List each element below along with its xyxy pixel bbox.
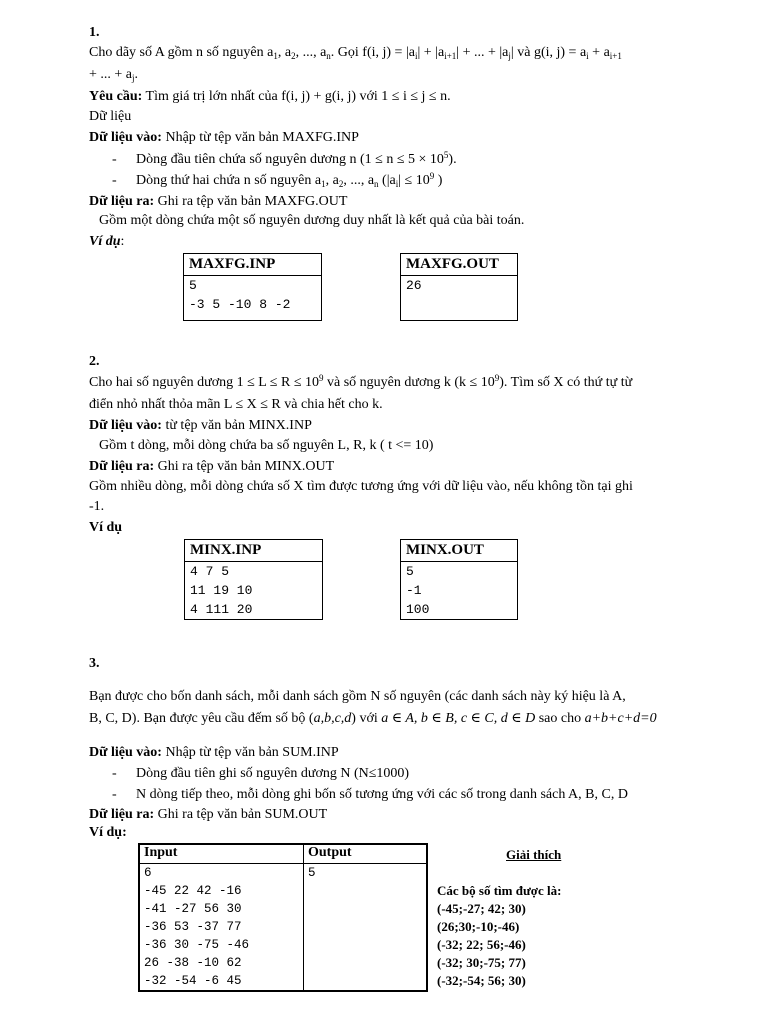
table-cell: 4 7 5 — [190, 564, 230, 579]
table-row — [140, 954, 426, 972]
problem-1-data-heading: Dữ liệu — [89, 109, 132, 124]
table-row — [140, 864, 426, 883]
table-row — [140, 936, 426, 954]
output-cell — [304, 882, 427, 900]
problem-3-statement-cont: B, C, D). Bạn được yêu cầu đếm số bộ (a,b,c,d) với a ∈ A, b ∈ B, c ∈ C, d ∈ D sao cho a+b+c+d=0 — [89, 711, 657, 726]
table-cell: 11 19 10 — [190, 583, 253, 598]
problem-2-statement-cont: điển nhỏ nhất thỏa mãn L ≤ X ≤ R và chia hết cho k. — [89, 397, 383, 412]
problem-1-statement-cont: + ... + $a_j$. — [89, 67, 139, 83]
problem-1-example-label: Ví dụ: — [89, 234, 125, 249]
problem-2-example-label: Ví dụ — [89, 520, 123, 535]
problem-3-number: 3. — [89, 656, 100, 671]
table-cell: 5 — [406, 564, 414, 579]
table-cell: 100 — [406, 602, 430, 617]
problem-3-statement: Bạn được cho bốn danh sách, mỗi danh sách gồm N số nguyên (các danh sách này ký hiệu là A, — [89, 689, 626, 704]
maxfg-output-table — [400, 253, 518, 321]
problem-2-input-desc: Gồm t dòng, mỗi dòng chứa ba số nguyên L, R, k ( t <= 10) — [99, 438, 434, 453]
input-cell: -41 -27 56 30 — [140, 900, 304, 918]
problem-1-output-desc: Gồm một dòng chứa một số nguyên dương duy nhất là kết quả của bài toán. — [99, 213, 525, 228]
table-row — [140, 900, 426, 918]
explanation-tuple: (26;30;-10;-46) — [437, 919, 520, 934]
input-cell: -36 53 -37 77 — [140, 918, 304, 936]
problem-1-input-spec: Dữ liệu vào: Nhập từ tệp văn bản MAXFG.INP — [89, 130, 359, 145]
explanation-tuple: (-32; 30;-75; 77) — [437, 955, 526, 970]
column-header-output: Output — [304, 845, 427, 864]
explanation-tuple: (-45;-27; 42; 30) — [437, 901, 526, 916]
maxfg-input-table — [183, 253, 322, 321]
problem-3-input-spec: Dữ liệu vào: Nhập từ tệp văn bản SUM.INP — [89, 745, 339, 760]
table-row — [140, 972, 426, 990]
table-row — [140, 882, 426, 900]
output-cell — [304, 936, 427, 954]
explanation-tuple: (-32; 22; 56;-46) — [437, 937, 526, 952]
explanation-intro: Các bộ số tìm được là: — [437, 883, 562, 898]
output-cell — [304, 918, 427, 936]
table-cell: -1 — [406, 583, 422, 598]
table-header: MINX.OUT — [401, 540, 518, 562]
input-cell: 6 — [140, 864, 304, 883]
problem-1-number: 1. — [89, 25, 100, 40]
table-header: MAXFG.OUT — [401, 254, 518, 276]
output-cell — [304, 972, 427, 990]
problem-2-input-spec: Dữ liệu vào: từ tệp văn bản MINX.INP — [89, 418, 312, 433]
problem-2-output-desc: Gồm nhiều dòng, mỗi dòng chứa số X tìm được tương ứng với dữ liệu vào, nếu không tồn tại ghi — [89, 479, 633, 494]
minx-output-table — [400, 539, 518, 620]
column-header-input: Input — [140, 845, 304, 864]
table-header: MAXFG.INP — [184, 254, 322, 276]
table-cell: 5 — [189, 278, 197, 293]
document-page: 1. Cho dãy số A gồm n số nguyên $a_1$, $a_2$, ..., $a_n$. Gọi f(i, $j) = |a_i| + |a_{i+1}|$ + ... + $|a_j|$ và g(i, $j) = a_i + a_{i+1}$ + ... + $a_j$. Yêu cầu: Tìm giá trị lớn nhất của f(i, j) + g(i, j) với 1 ≤ i ≤ j ≤ n. Dữ liệu Dữ liệu vào: Nhập từ tệp văn bản MAXFG.INP - Dòng đầu tiên chứa số nguyên dương n $(1 \le n \le 5 \times 10^5)$. - Dòng thứ hai chứa n số nguyên $a_1$, $a_2$, ..., $a_n$ ($|a_i| \le 10^9$ ) Dữ liệu ra: Ghi ra tệp văn bản MAXFG.OUT Gồm một dòng chứa một số nguyên dương duy nhất là kết quả của bài toán. Ví dụ: MAXFG.INP 5 -3 5 -10 8 -2 MAXFG.OUT 26 2. Cho hai số nguyên dương $1 \le L \le R \le 10^9$ và số nguyên dương k $(k \le 10^9)$. Tìm số X có thứ tự từ điển nhỏ nhất thỏa mãn L ≤ X ≤ R và chia hết cho k. Dữ liệu vào: từ tệp văn bản MINX.INP Gồm t dòng, mỗi dòng chứa ba số nguyên L, R, k ( t <= 10) Dữ liệu ra: Ghi ra tệp văn bản MINX.OUT Gồm nhiều dòng, mỗi dòng chứa số X tìm được tương ứng với dữ liệu vào, nếu không tồn tại ghi -1. Ví dụ MINX.INP 4 7 5 11 19 10 4 111 20 MINX.OUT 5 -1 100 3. Bạn được cho bốn danh sách, mỗi danh sách gồm N số nguyên (các danh sách này ký hiệu là A, B, C, D). Bạn được yêu cầu đếm số bộ (a,b,c,d) với a ∈ A, b ∈ B, c ∈ C, d ∈ D sao cho a+b+c+d=0 Dữ liệu vào: Nhập từ tệp văn bản SUM.INP - Dòng đầu tiên ghi số nguyên dương N (N≤1000) - N dòng tiếp theo, mỗi dòng ghi bốn số tương ứng với các số trong danh sách A, B, C, D Dữ liệu ra: Ghi ra tệp văn bản SUM.OUT Ví dụ: Input Output 6 5 -45 22 42 -16 -41 -27 56 30 -36 53 -37 77 -36 30 -75 -46 26 -38 -10 62 -32 -54 -6 45 Giải thích Các bộ số tìm được là: (-45;-27; 42; 30) (26;30;-10;-46) (-32; 22; 56;-46) (-32; 30;-75; 77) (-32;-54; 56; 30) — [0, 0, 768, 1024]
output-cell — [304, 900, 427, 918]
problem-1-output-spec: Dữ liệu ra: Ghi ra tệp văn bản MAXFG.OUT — [89, 194, 348, 209]
problem-1-requirement: Yêu cầu: Tìm giá trị lớn nhất của f(i, j) + g(i, j) với 1 ≤ i ≤ j ≤ n. — [89, 89, 451, 104]
minx-input-table — [184, 539, 323, 620]
problem-3-example-label: Ví dụ: — [89, 825, 127, 840]
sum-example-table — [138, 843, 428, 992]
input-cell: -32 -54 -6 45 — [140, 972, 304, 990]
problem-3-output-spec: Dữ liệu ra: Ghi ra tệp văn bản SUM.OUT — [89, 807, 328, 822]
problem-2-number: 2. — [89, 354, 100, 369]
problem-2-statement: Cho hai số nguyên dương $1 \le L \le R \le 10^9$ và số nguyên dương k $(k \le 10^9)$. Tìm số X có thứ tự từ — [89, 373, 633, 390]
table-row — [140, 918, 426, 936]
table-cell: 26 — [406, 278, 422, 293]
table-cell: 4 111 20 — [190, 602, 253, 617]
explanation-tuple: (-32;-54; 56; 30) — [437, 973, 526, 988]
output-cell: 5 — [308, 866, 316, 880]
output-cell — [304, 954, 427, 972]
explanation-title: Giải thích — [506, 847, 562, 862]
input-cell: -45 22 42 -16 — [140, 882, 304, 900]
table-cell: -3 5 -10 8 -2 — [189, 297, 291, 312]
problem-2-output-desc-cont: -1. — [89, 499, 105, 514]
input-cell: 26 -38 -10 62 — [140, 954, 304, 972]
input-cell: -36 30 -75 -46 — [140, 936, 304, 954]
problem-1-statement: Cho dãy số A gồm n số nguyên $a_1$, $a_2$, ..., $a_n$. Gọi f(i, $j) = |a_i| + |a_{i+1}|$ + ... + $|a_j|$ và g(i, $j) = a_i + a_{i+1}$ — [89, 45, 622, 61]
problem-2-output-spec: Dữ liệu ra: Ghi ra tệp văn bản MINX.OUT — [89, 459, 335, 474]
table-header: MINX.INP — [185, 540, 323, 562]
